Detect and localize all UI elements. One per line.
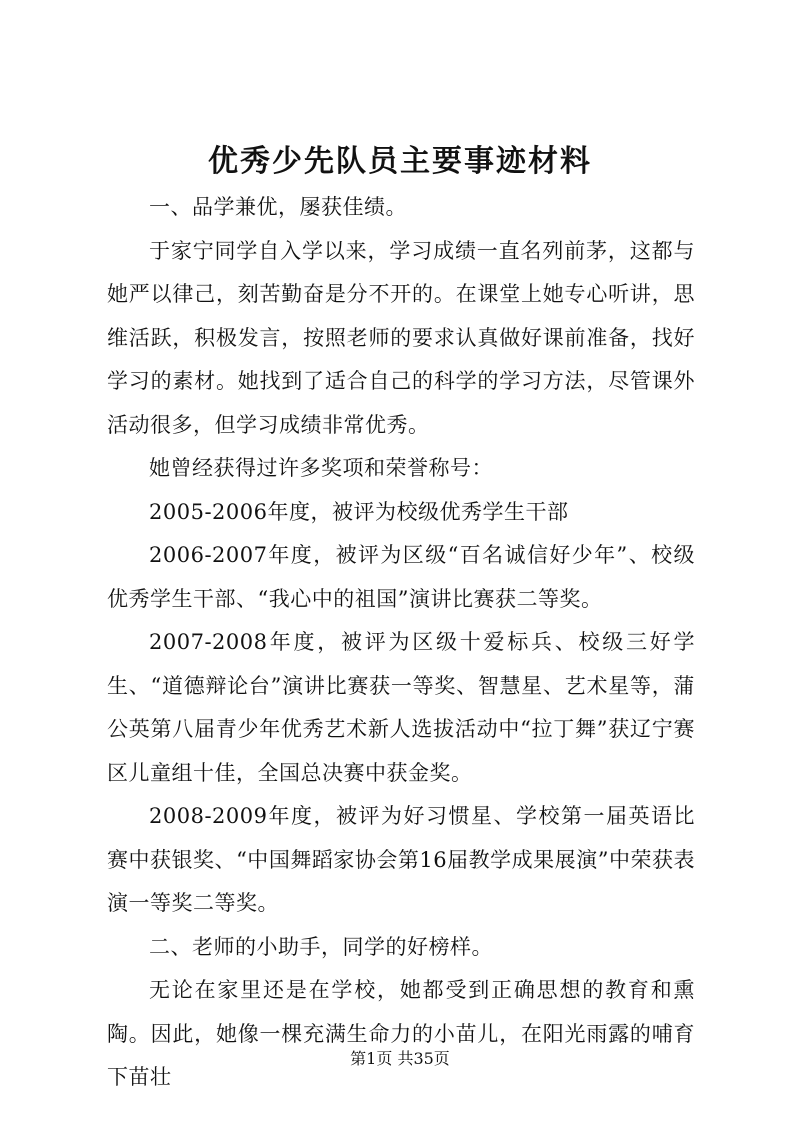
- award-2008-2009: 2008-2009年度，被评为好习惯星、学校第一届英语比赛中获银奖、“中国舞蹈家协会第16届教学成果展演”中荣获表演一等奖二等奖。: [107, 804, 695, 915]
- award-2007-2008: 2007-2008年度，被评为区级十爱标兵、校级三好学生、“道德辩论台”演讲比赛获一等奖、智慧星、艺术星等，蒲公英第八届青少年优秀艺术新人选拔活动中“拉丁舞”获辽宁赛区儿童组十佳，全国总决赛中获金奖。: [107, 630, 695, 785]
- paragraph-study: 于家宁同学自入学以来，学习成绩一直名列前茅，这都与她严以律己，刻苦勤奋是分不开的。在课堂上她专心听讲，思维活跃，积极发言，按照老师的要求认真做好课前准备，找好学习的素材。她找到了适合自己的科学的学习方法，尽管课外活动很多，但学习成绩非常优秀。: [107, 238, 695, 437]
- section-heading-2: 二、老师的小助手，同学的好榜样。: [149, 934, 493, 959]
- section-heading-1: 一、品学兼优，屡获佳绩。: [149, 195, 407, 219]
- award-2006-2007: 2006-2007年度，被评为区级“百名诚信好少年”、校级优秀学生干部、“我心中的祖国”演讲比赛获二等奖。: [107, 543, 695, 611]
- award-2005-2006: 2005-2006年度，被评为校级优秀学生干部: [149, 499, 569, 524]
- document-body: [107, 186, 695, 1100]
- paragraph-helper: 无论在家里还是在学校，她都受到正确思想的教育和熏陶。因此，她像一棵充满生命力的小苗儿，在阳光雨露的哺育下苗壮: [107, 978, 695, 1089]
- document-title: 优秀少先队员主要事迹材料: [208, 144, 592, 179]
- paragraph-awards-intro: 她曾经获得过许多奖项和荣誉称号：: [149, 456, 493, 480]
- page-footer: 第1页 共35页: [350, 1049, 450, 1068]
